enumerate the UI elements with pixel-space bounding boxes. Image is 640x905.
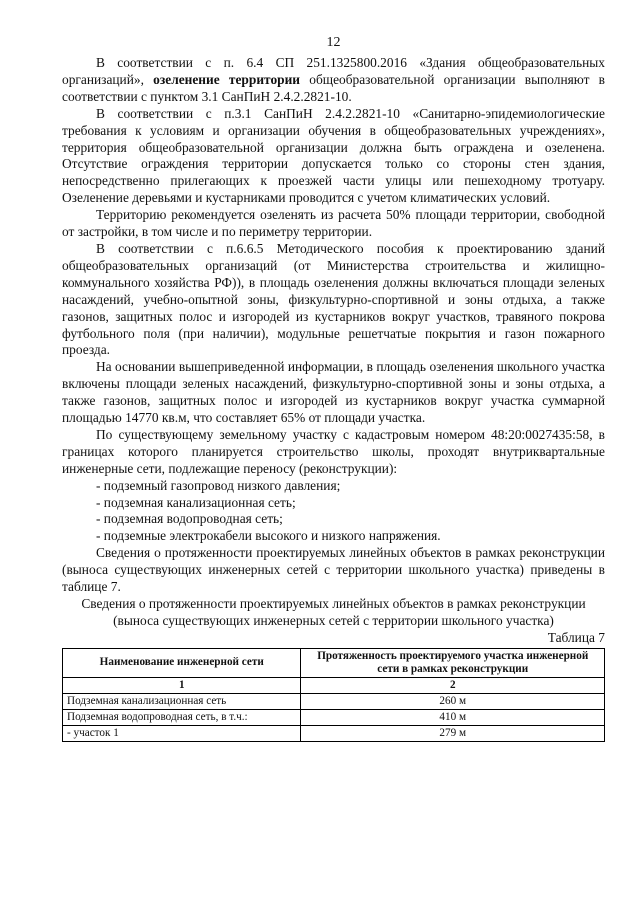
network-name-cell: - участок 1 — [63, 725, 301, 741]
list-item: - подземный газопровод низкого давления; — [96, 477, 341, 493]
table-label: Таблица 7 — [547, 629, 605, 645]
column-number-row — [63, 677, 605, 693]
network-name-cell: Подземная водопроводная сеть, в т.ч.: — [63, 709, 301, 725]
table-header-row — [63, 648, 605, 677]
paragraph-5: На основании вышеприведенной информации, в площадь озеленения школьного участка включены площади зеленых насаждений, физкультурно-спортивной зоны и зоны отдыха, а также газонов, защитных полос и изгородей из кустарников вокруг участка суммарной площадью 14770 кв.м, что составляет 65% от площади участка. — [62, 359, 605, 426]
paragraph-7: Сведения о протяженности проектируемых линейных объектов в рамках реконструкции (выноса существующих инженерных сетей с территории школьного участка) приведены в таблице 7. — [62, 545, 605, 595]
table-caption: Сведения о протяженности проектируемых линейных объектов в рамках реконструкции (выноса существующих инженерных сетей с территории школьного участка) — [81, 596, 586, 628]
header-length: Протяженность проектируемого участка инженерной сети в рамках реконструкции — [301, 648, 605, 677]
paragraph-1 — [62, 55, 605, 106]
engineering-networks-table — [62, 648, 605, 742]
header-network-name: Наименование инженерной сети — [63, 648, 301, 677]
paragraph-1-end: общеобразовательной организации выполняют в соответствии с пунктом 3.1 СанПиН 2.4.2.2821-10. — [62, 71, 606, 104]
list-item: - подземные электрокабели высокого и низкого напряжения. — [96, 528, 441, 544]
network-name-cell: Подземная канализационная сеть — [63, 693, 301, 709]
length-cell: 279 м — [301, 725, 605, 741]
column-number: 2 — [301, 677, 605, 693]
table-row — [63, 693, 605, 709]
table-row — [63, 725, 605, 741]
list-item: - подземная канализационная сеть; — [96, 494, 296, 510]
table-row — [63, 709, 605, 725]
length-cell: 260 м — [301, 693, 605, 709]
document-body — [62, 55, 605, 596]
column-number: 1 — [63, 677, 301, 693]
length-cell: 410 м — [301, 709, 605, 725]
paragraph-3: Территорию рекомендуется озеленять из расчета 50% площади территории, свободной от застройки, в том числе и по периметру территории. — [62, 207, 605, 240]
list-item: - подземная водопроводная сеть; — [96, 511, 283, 527]
paragraph-6: По существующему земельному участку с кадастровым номером 48:20:0027435:58, в границах которого планируется строительство школы, проходят внутриквартальные инженерные сети, подлежащие переносу (реконструкции): — [62, 426, 605, 476]
paragraph-1-start: В соответствии с п. 6.4 СП 251.1325800.2016 «Здания общеобразовательных организаций», — [62, 55, 605, 87]
paragraph-4: В соответствии с п.6.6.5 Методического пособия к проектированию зданий общеобразовательных организаций (от Министерства строительства и жилищно-коммунального хозяйства РФ)), в площадь озеленения должны включаться площади зеленых насаждений, учебно-опытной зоны, физкультурно-спортивной и зоны отдыха, а также газонов, защитных полос и изгородей из кустарников вокруг участков, травяного покрова футбольного поля (при наличии), модульные решетчатые покрытия и газон пожарного проезда. — [62, 240, 605, 358]
paragraph-2: В соответствии с п.3.1 СанПиН 2.4.2.2821-10 «Санитарно-эпидемиологические требования к условиям и организации обучения в общеобразовательных учреждениях», территория общеобразовательной организации должна быть ограждена и озеленена. Отсутствие ограждения территории допускается только со стороны стен здания, непосредственно прилегающих к проезжей части улицы или пешеходному тротуару. Озеленение деревьями и кустарниками проводится с учетом климатических условий. — [62, 105, 605, 206]
paragraph-1-bold-term: озеленение территории — [153, 71, 301, 87]
page-number: 12 — [326, 35, 341, 50]
